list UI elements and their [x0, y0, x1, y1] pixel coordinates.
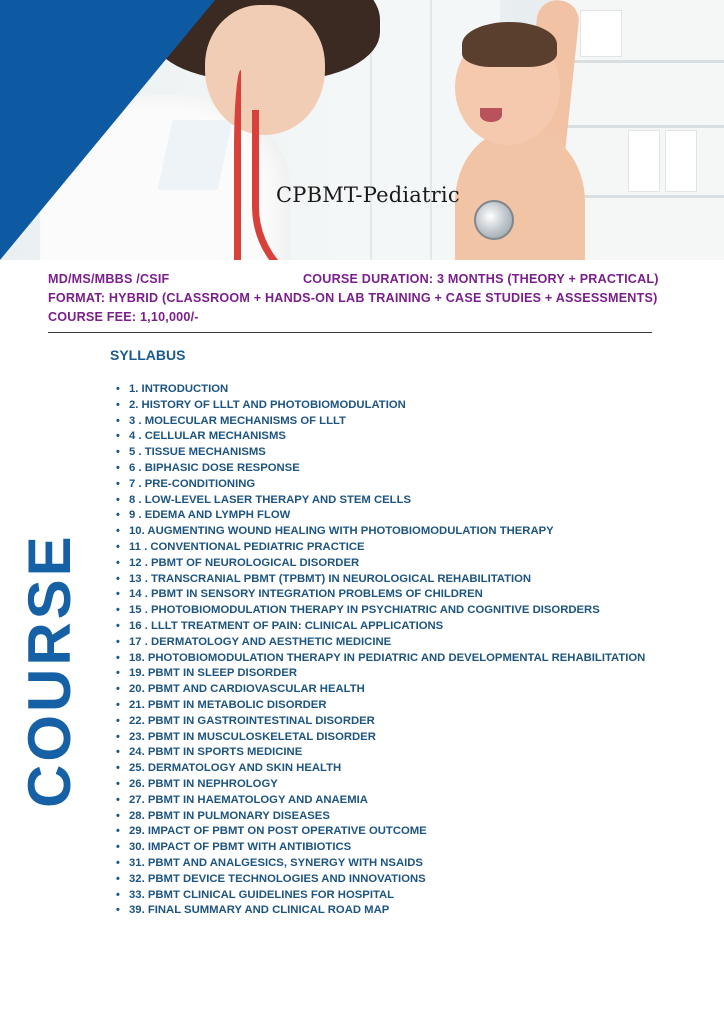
syllabus-item: • 24. PBMT IN SPORTS MEDICINE: [112, 745, 645, 761]
syllabus-item: • 13 . TRANSCRANIAL PBMT (TPBMT) IN NEUROLOGICAL REHABILITATION: [112, 572, 645, 588]
syllabus-item: • 3 . MOLECULAR MECHANISMS OF LLLT: [112, 414, 645, 430]
syllabus-item: • 15 . PHOTOBIOMODULATION THERAPY IN PSYCHIATRIC AND COGNITIVE DISORDERS: [112, 603, 645, 619]
syllabus-item: • 39. FINAL SUMMARY AND CLINICAL ROAD MAP: [112, 903, 645, 919]
syllabus-item: • 30. IMPACT OF PBMT WITH ANTIBIOTICS: [112, 840, 645, 856]
syllabus-item: • 7 . PRE-CONDITIONING: [112, 477, 645, 493]
course-title: CPBMT-Pediatric: [276, 183, 460, 207]
course-format: FORMAT: HYBRID (CLASSROOM + HANDS-ON LAB TRAINING + CASE STUDIES + ASSESSMENTS): [48, 291, 658, 305]
stethoscope-icon: [474, 200, 514, 240]
syllabus-item: • 32. PBMT DEVICE TECHNOLOGIES AND INNOVATIONS: [112, 872, 645, 888]
syllabus-item: • 26. PBMT IN NEPHROLOGY: [112, 777, 645, 793]
syllabus-item: • 6 . BIPHASIC DOSE RESPONSE: [112, 461, 645, 477]
syllabus-item: • 1. INTRODUCTION: [112, 382, 645, 398]
syllabus-item: • 25. DERMATOLOGY AND SKIN HEALTH: [112, 761, 645, 777]
syllabus-item: • 8 . LOW-LEVEL LASER THERAPY AND STEM CELLS: [112, 493, 645, 509]
syllabus-list: [112, 382, 645, 919]
syllabus-item: • 33. PBMT CLINICAL GUIDELINES FOR HOSPITAL: [112, 888, 645, 904]
syllabus-item: • 19. PBMT IN SLEEP DISORDER: [112, 666, 645, 682]
blue-corner-triangle: [0, 0, 215, 260]
course-vertical-label: COURSE: [16, 533, 83, 808]
course-duration: COURSE DURATION: 3 MONTHS (THEORY + PRACTICAL): [303, 272, 659, 286]
syllabus-item: • 17 . DERMATOLOGY AND AESTHETIC MEDICINE: [112, 635, 645, 651]
syllabus-item: • 5 . TISSUE MECHANISMS: [112, 445, 645, 461]
eligibility-text: MD/MS/MBBS /CSIF: [48, 272, 170, 286]
course-fee: COURSE FEE: 1,10,000/-: [48, 310, 199, 324]
syllabus-item: • 28. PBMT IN PULMONARY DISEASES: [112, 809, 645, 825]
syllabus-item: • 31. PBMT AND ANALGESICS, SYNERGY WITH NSAIDS: [112, 856, 645, 872]
syllabus-item: • 20. PBMT AND CARDIOVASCULAR HEALTH: [112, 682, 645, 698]
syllabus-item: • 22. PBMT IN GASTROINTESTINAL DISORDER: [112, 714, 645, 730]
syllabus-item: • 21. PBMT IN METABOLIC DISORDER: [112, 698, 645, 714]
syllabus-item: • 4 . CELLULAR MECHANISMS: [112, 429, 645, 445]
hero-banner: [0, 0, 724, 260]
syllabus-item: • 14 . PBMT IN SENSORY INTEGRATION PROBLEMS OF CHILDREN: [112, 587, 645, 603]
syllabus-item: • 9 . EDEMA AND LYMPH FLOW: [112, 508, 645, 524]
syllabus-item: • 27. PBMT IN HAEMATOLOGY AND ANAEMIA: [112, 793, 645, 809]
syllabus-item: • 29. IMPACT OF PBMT ON POST OPERATIVE OUTCOME: [112, 824, 645, 840]
syllabus-item: • 2. HISTORY OF LLLT AND PHOTOBIOMODULATION: [112, 398, 645, 414]
syllabus-item: • 10. AUGMENTING WOUND HEALING WITH PHOTOBIOMODULATION THERAPY: [112, 524, 645, 540]
syllabus-heading: SYLLABUS: [110, 347, 186, 363]
syllabus-item: • 16 . LLLT TREATMENT OF PAIN: CLINICAL APPLICATIONS: [112, 619, 645, 635]
syllabus-item: • 11 . CONVENTIONAL PEDIATRIC PRACTICE: [112, 540, 645, 556]
stethoscope-tube: [234, 70, 251, 260]
syllabus-item: • 18. PHOTOBIOMODULATION THERAPY IN PEDIATRIC AND DEVELOPMENTAL REHABILITATION: [112, 651, 645, 667]
syllabus-item: • 12 . PBMT OF NEUROLOGICAL DISORDER: [112, 556, 645, 572]
divider-line: [48, 332, 652, 333]
syllabus-item: • 23. PBMT IN MUSCULOSKELETAL DISORDER: [112, 730, 645, 746]
